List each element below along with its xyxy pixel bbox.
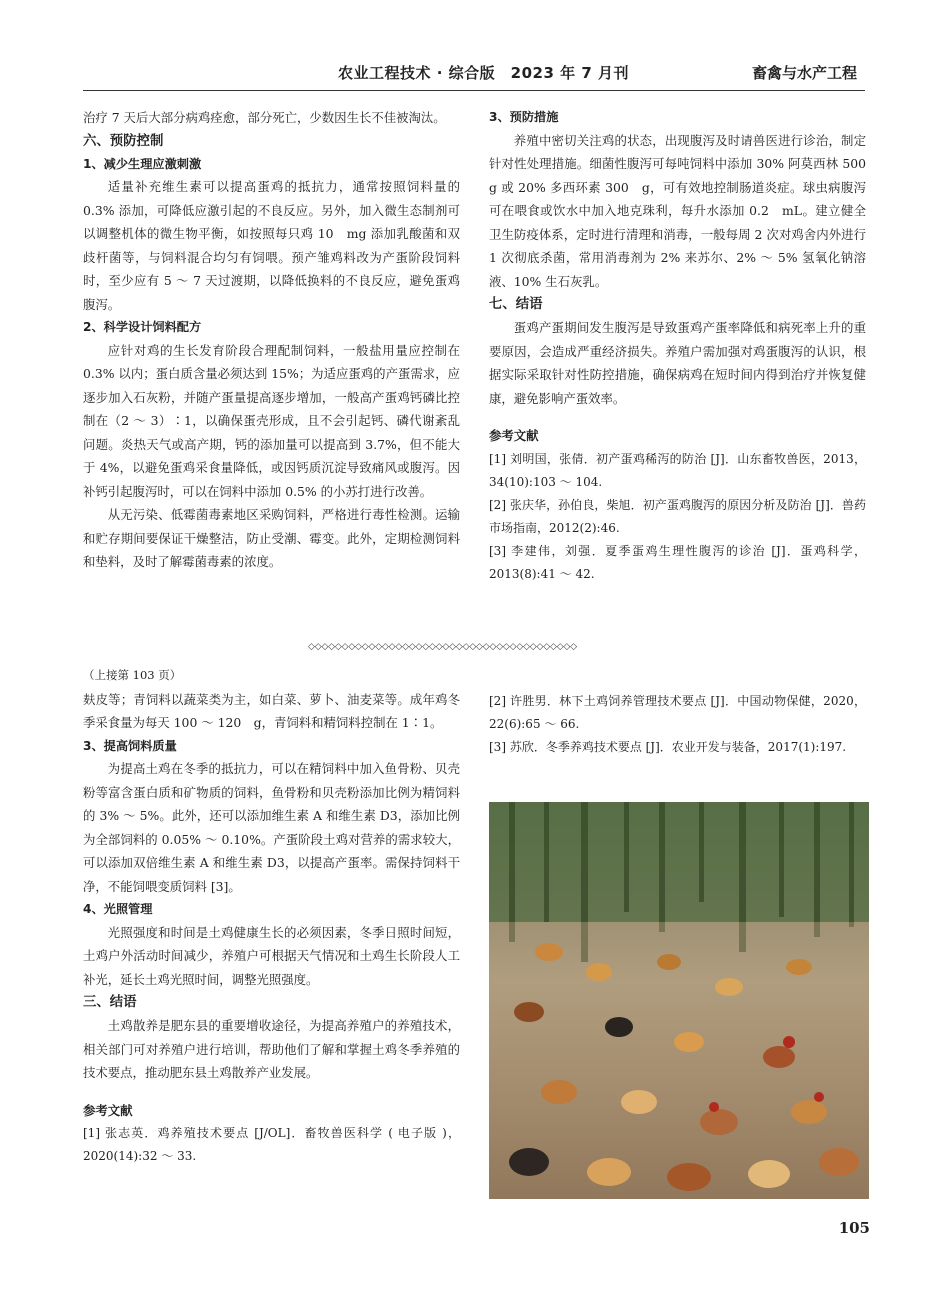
- journal-title: 农业工程技术 · 综合版 2023 年 7 月刊: [338, 64, 629, 82]
- subsection-heading: 3、提高饲料质量: [83, 738, 177, 753]
- continued-note: （上接第 103 页）: [83, 668, 182, 682]
- article-separator: ◇◇◇◇◇◇◇◇◇◇◇◇◇◇◇◇◇◇◇◇◇◇◇◇◇◇◇◇◇◇◇◇◇◇◇◇◇◇◇◇: [308, 642, 577, 652]
- subsection-heading: 1、减少生理应激刺激: [83, 156, 202, 171]
- running-header: [83, 56, 865, 91]
- reference-item: [2] 许胜男．林下土鸡饲养管理技术要点 [J]．中国动物保健，2020，22(6):65 ～ 66.: [489, 694, 866, 731]
- paragraph: 土鸡散养是肥东县的重要增收途径，为提高养殖户的养殖技术，相关部门可对养殖户进行培训，帮助他们了解和掌握土鸡冬季养殖的技术要点，推动肥东县土鸡散养产业发展。: [83, 1018, 460, 1080]
- section-heading: 三、结语: [83, 995, 137, 1010]
- references-heading: 参考文献: [83, 1102, 133, 1118]
- photo-illustration: [489, 802, 869, 1199]
- paragraph: 麸皮等；青饲料以蔬菜类为主，如白菜、萝卜、油麦菜等。成年鸡冬季采食量为每天 100 ～ 120 g，青饲料和精饲料控制在 1∶1。: [83, 691, 460, 730]
- references-heading: 参考文献: [489, 428, 539, 443]
- page-number: 105: [838, 1219, 870, 1237]
- bottom-right-column: [489, 690, 866, 759]
- subsection-heading: 2、科学设计饲料配方: [83, 320, 202, 334]
- reference-item: [3] 李建伟，刘强．夏季蛋鸡生理性腹泻的诊治 [J]．蛋鸡科学，2013(8):41 ～ 42.: [489, 543, 866, 581]
- subsection-heading: 3、预防措施: [489, 110, 559, 124]
- reference-item: [2] 张庆华，孙伯良，柴旭．初产蛋鸡腹泻的原因分析及防治 [J]．兽药市场指南，2012(2):46.: [489, 497, 866, 535]
- paragraph: 适量补充维生素可以提高蛋鸡的抵抗力，通常按照饲料量的 0.3% 添加，可降低应激引起的不良反应。另外，加入微生态制剂可以调整机体的微生物平衡，如按照每只鸡 10 mg 添加乳酸菌和双歧杆菌等，与饲料混合均匀有饲喂。预产雏鸡料改为产蛋阶段饲料时，至少应有 5 ～ 7 天过渡期，以降低换料的不良反应，避免蛋鸡腹泻。: [83, 179, 460, 312]
- paragraph: 为提高土鸡在冬季的抵抗力，可以在精饲料中加入鱼骨粉、贝壳粉等富含蛋白质和矿物质的饲料，鱼骨粉和贝壳粉添加比例为精饲料的 3% ～ 5%。此外，还可以添加维生素 A 和维生素 D3，添加比例为全部饲料的 0.05% ～ 0.10%。产蛋阶段土鸡对营养的需求较大，可以添加双倍维生素 A 和维生素 D3，以提高产蛋率。需保持饲料干净，不能饲喂变质饲料 [3]。: [83, 761, 460, 894]
- top-right-column: [489, 106, 879, 586]
- reference-item: [1] 刘明国，张倩．初产蛋鸡稀泻的防治 [J]．山东畜牧兽医，2013，34(10):103 ～ 104.: [489, 451, 866, 489]
- paragraph: 应针对鸡的生长发育阶段合理配制饲料，一般盐用量应控制在 0.3% 以内；蛋白质含量必须达到 15%；为适应蛋鸡的产蛋需求，应逐步加入石灰粉，并随产蛋量提高逐步增加，一般高产蛋鸡钙磷比控制在（2 ～ 3）∶1，以确保蛋壳形成，且不会引起钙、磷代谢紊乱问题。炎热天气或高产期，钙的添加量可以提高到 3.7%，但不能大于 4%，以避免蛋鸡采食量降低，或因钙质沉淀导致痛风或腹泻。因补钙引起腹泻时，可以在饲料中添加 0.5% 的小苏打进行改善。: [83, 342, 460, 499]
- bottom-left-column: [83, 664, 460, 1168]
- reference-item: [1] 张志英．鸡养殖技术要点 [J/OL]．畜牧兽医科学 ( 电子版 )，2020(14):32 ～ 33.: [83, 1126, 460, 1163]
- section-heading: 七、结语: [489, 297, 543, 312]
- reference-item: [3] 苏欣．冬季养鸡技术要点 [J]．农业开发与装备，2017(1):197.: [489, 740, 847, 754]
- paragraph: 养殖中密切关注鸡的状态，出现腹泻及时请兽医进行诊治，制定针对性处理措施。细菌性腹泻可每吨饲料中添加 30% 阿莫西林 500 g 或 20% 多西环素 300 g，可有效地控制肠道炎症。球虫病腹泻可在喂食或饮水中加入地克珠利，每升水添加 0.2 mL。建立健全卫生防疫体系，定时进行清理和消毒，一般每周 2 次对鸡舍内外进行 1 次彻底杀菌，常用消毒剂为 2% 来苏尔、2% ～ 5% 氢氧化钠溶液、10% 生石灰乳。: [489, 132, 879, 289]
- section-name: 畜禽与水产工程: [751, 64, 857, 82]
- paragraph: 蛋鸡产蛋期间发生腹泻是导致蛋鸡产蛋率降低和病死率上升的重要原因，会造成严重经济损失。养殖户需加强对鸡蛋腹泻的认识，根据实际采取针对性防控措施，确保病鸡在短时间内得到治疗并恢复健康，避免影响产蛋效率。: [489, 320, 866, 406]
- top-left-column: [83, 106, 460, 574]
- section-heading: 六、预防控制: [83, 133, 164, 149]
- paragraph: 治疗 7 天后大部分病鸡痊愈，部分死亡，少数因生长不佳被淘汰。: [83, 110, 446, 125]
- chicken-flock-photo: [489, 802, 869, 1199]
- paragraph: 从无污染、低霉菌毒素地区采购饲料，严格进行毒性检测。运输和贮存期间要保证干燥整洁，防止受潮、霉变。此外，定期检测饲料和垫料，及时了解霉菌毒素的浓度。: [83, 507, 460, 569]
- subsection-heading: 4、光照管理: [83, 902, 153, 916]
- paragraph: 光照强度和时间是土鸡健康生长的必须因素，冬季日照时间短，土鸡户外活动时间减少，养殖户可根据天气情况和土鸡生长阶段人工补光，延长土鸡光照时间，调整光照强度。: [83, 924, 460, 987]
